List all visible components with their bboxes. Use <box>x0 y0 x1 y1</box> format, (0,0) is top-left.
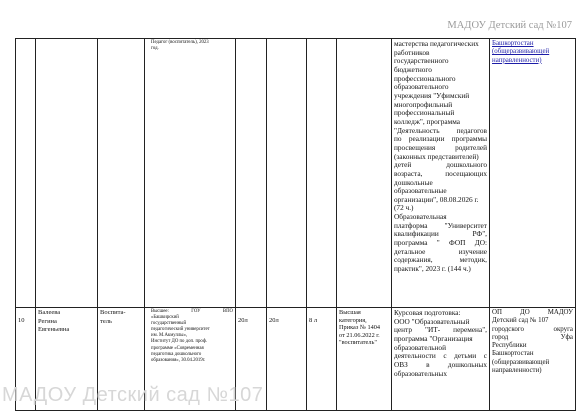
table-row <box>16 39 576 308</box>
program-link[interactable]: (общеразвивающей <box>492 48 550 56</box>
years-ped: 20л <box>269 317 279 324</box>
program-link[interactable]: Республики <box>492 342 527 350</box>
program-link[interactable]: Башкортостан <box>492 350 534 358</box>
text-line: городского округа <box>492 325 573 333</box>
text-line: организации", 08.08.2026 г. <box>394 194 479 204</box>
program-link[interactable]: (общеразвивающей <box>492 358 550 366</box>
cell-courses <box>392 39 490 308</box>
text-line: программе «Современная <box>151 345 204 351</box>
cell-name <box>36 39 98 308</box>
program-link[interactable]: направленности) <box>492 56 542 64</box>
text-line: практик", 2023 г. (144 ч.) <box>394 264 471 274</box>
text-line: Высшее: ГОУ ВПО <box>151 309 233 314</box>
text-line: платформа "Университет <box>394 220 487 230</box>
cell-number <box>16 39 36 308</box>
text-line: город Уфа <box>492 333 573 341</box>
text-line: образования», 30.04.2019г. <box>151 357 206 363</box>
text-line: педагогический университет <box>151 327 210 333</box>
text-line: Курсовая подготовка: <box>394 308 461 317</box>
cell-position <box>98 39 145 308</box>
cell-education <box>145 39 236 308</box>
cell-category <box>337 308 392 411</box>
cell-years-total <box>236 39 267 308</box>
page-header: МАДОУ Детский сад №107 <box>447 20 572 31</box>
text-line: образовательные <box>394 186 447 196</box>
text-line: государственный <box>151 321 187 327</box>
cell-category <box>337 39 392 308</box>
text-line: учреждения "Уфимский <box>394 90 470 100</box>
text-line: квалификации РФ", <box>394 229 487 239</box>
cell-years-inst <box>307 39 337 308</box>
text-line: (законных представителей) <box>394 151 479 161</box>
cell-years-inst <box>307 308 337 411</box>
years-inst: 8 л <box>309 317 318 324</box>
text-line: образовательных <box>394 368 447 378</box>
cell-courses <box>392 308 490 411</box>
text-line: образовательного <box>394 82 449 92</box>
text-line: профессионального <box>394 73 456 83</box>
cell-program <box>490 39 576 308</box>
text-line: деятельности с детьми с <box>394 351 487 361</box>
text-line: ООО "Образовательный <box>394 316 470 326</box>
text-line: центр "ИТ- перемена", <box>394 325 487 335</box>
text-line: многопрофильный <box>394 99 453 109</box>
text-line: категория, <box>339 316 367 324</box>
text-line: детальное изучение <box>394 246 487 256</box>
text-line: Регина <box>38 317 57 325</box>
text-line: государственного <box>394 56 449 66</box>
text-line: от 21.06.2022 г. <box>339 331 380 339</box>
program-link[interactable]: ОП ДО МАДОУ <box>492 309 573 316</box>
text-line: Высшая <box>339 309 361 316</box>
staff-table <box>15 38 576 411</box>
text-line: образовательной <box>394 342 446 352</box>
text-line: Образовательная <box>394 212 447 222</box>
text-line: колледж", программа <box>394 116 461 126</box>
text-line: по реализации программы <box>394 134 487 144</box>
cell-years-ped <box>267 308 307 411</box>
program-link[interactable]: Детский сад № 107 <box>492 317 549 325</box>
watermark: МАДОУ Детский сад №107 <box>2 384 264 406</box>
text-line: возраста, посещающих <box>394 168 487 178</box>
text-line: Воспита- <box>100 309 126 316</box>
text-line: им. М.Акмуллы», <box>151 333 188 339</box>
program-link[interactable]: направленности) <box>492 367 542 375</box>
text-line: просвещения родителей <box>394 142 487 152</box>
years-total: 20л <box>238 317 248 324</box>
text-line: содержания, методик, <box>394 255 487 265</box>
text-line: ОВЗ в дошкольных <box>394 359 487 369</box>
text-line: Педагог (воспитатель), 2023 <box>151 40 209 45</box>
text-line: программа "Организация <box>394 333 473 343</box>
text-line: Приказ № 1404 <box>339 324 381 332</box>
text-line: (72 ч.) <box>394 203 414 213</box>
text-line: программа " ФОП ДО: <box>394 238 487 248</box>
text-line: «Башкирский <box>151 315 179 321</box>
text-line: Институт ДО по доп. проф. <box>151 339 208 345</box>
text-line: профессиональный <box>394 108 455 118</box>
row-number: 10 <box>18 317 25 324</box>
text-line: дошкольные <box>394 177 433 187</box>
cell-years-ped <box>267 39 307 308</box>
text-line: бюджетного <box>394 64 432 74</box>
text-line: Валеева <box>38 309 61 316</box>
text-line: работников <box>394 47 430 57</box>
text-line: педагогика дошкольного <box>151 351 202 357</box>
text-line: год. <box>151 46 159 52</box>
program-link[interactable]: Башкортостан <box>492 40 534 47</box>
text-line: тель <box>100 317 112 325</box>
cell-program <box>490 308 576 411</box>
text-line: детей дошкольного <box>394 160 487 170</box>
text-line: мастерства педагогических <box>394 39 479 48</box>
text-line: "воспитатель" <box>339 339 377 347</box>
text-line: Евгеньевна <box>38 326 70 334</box>
text-line: "Деятельность педагогов <box>394 125 487 135</box>
